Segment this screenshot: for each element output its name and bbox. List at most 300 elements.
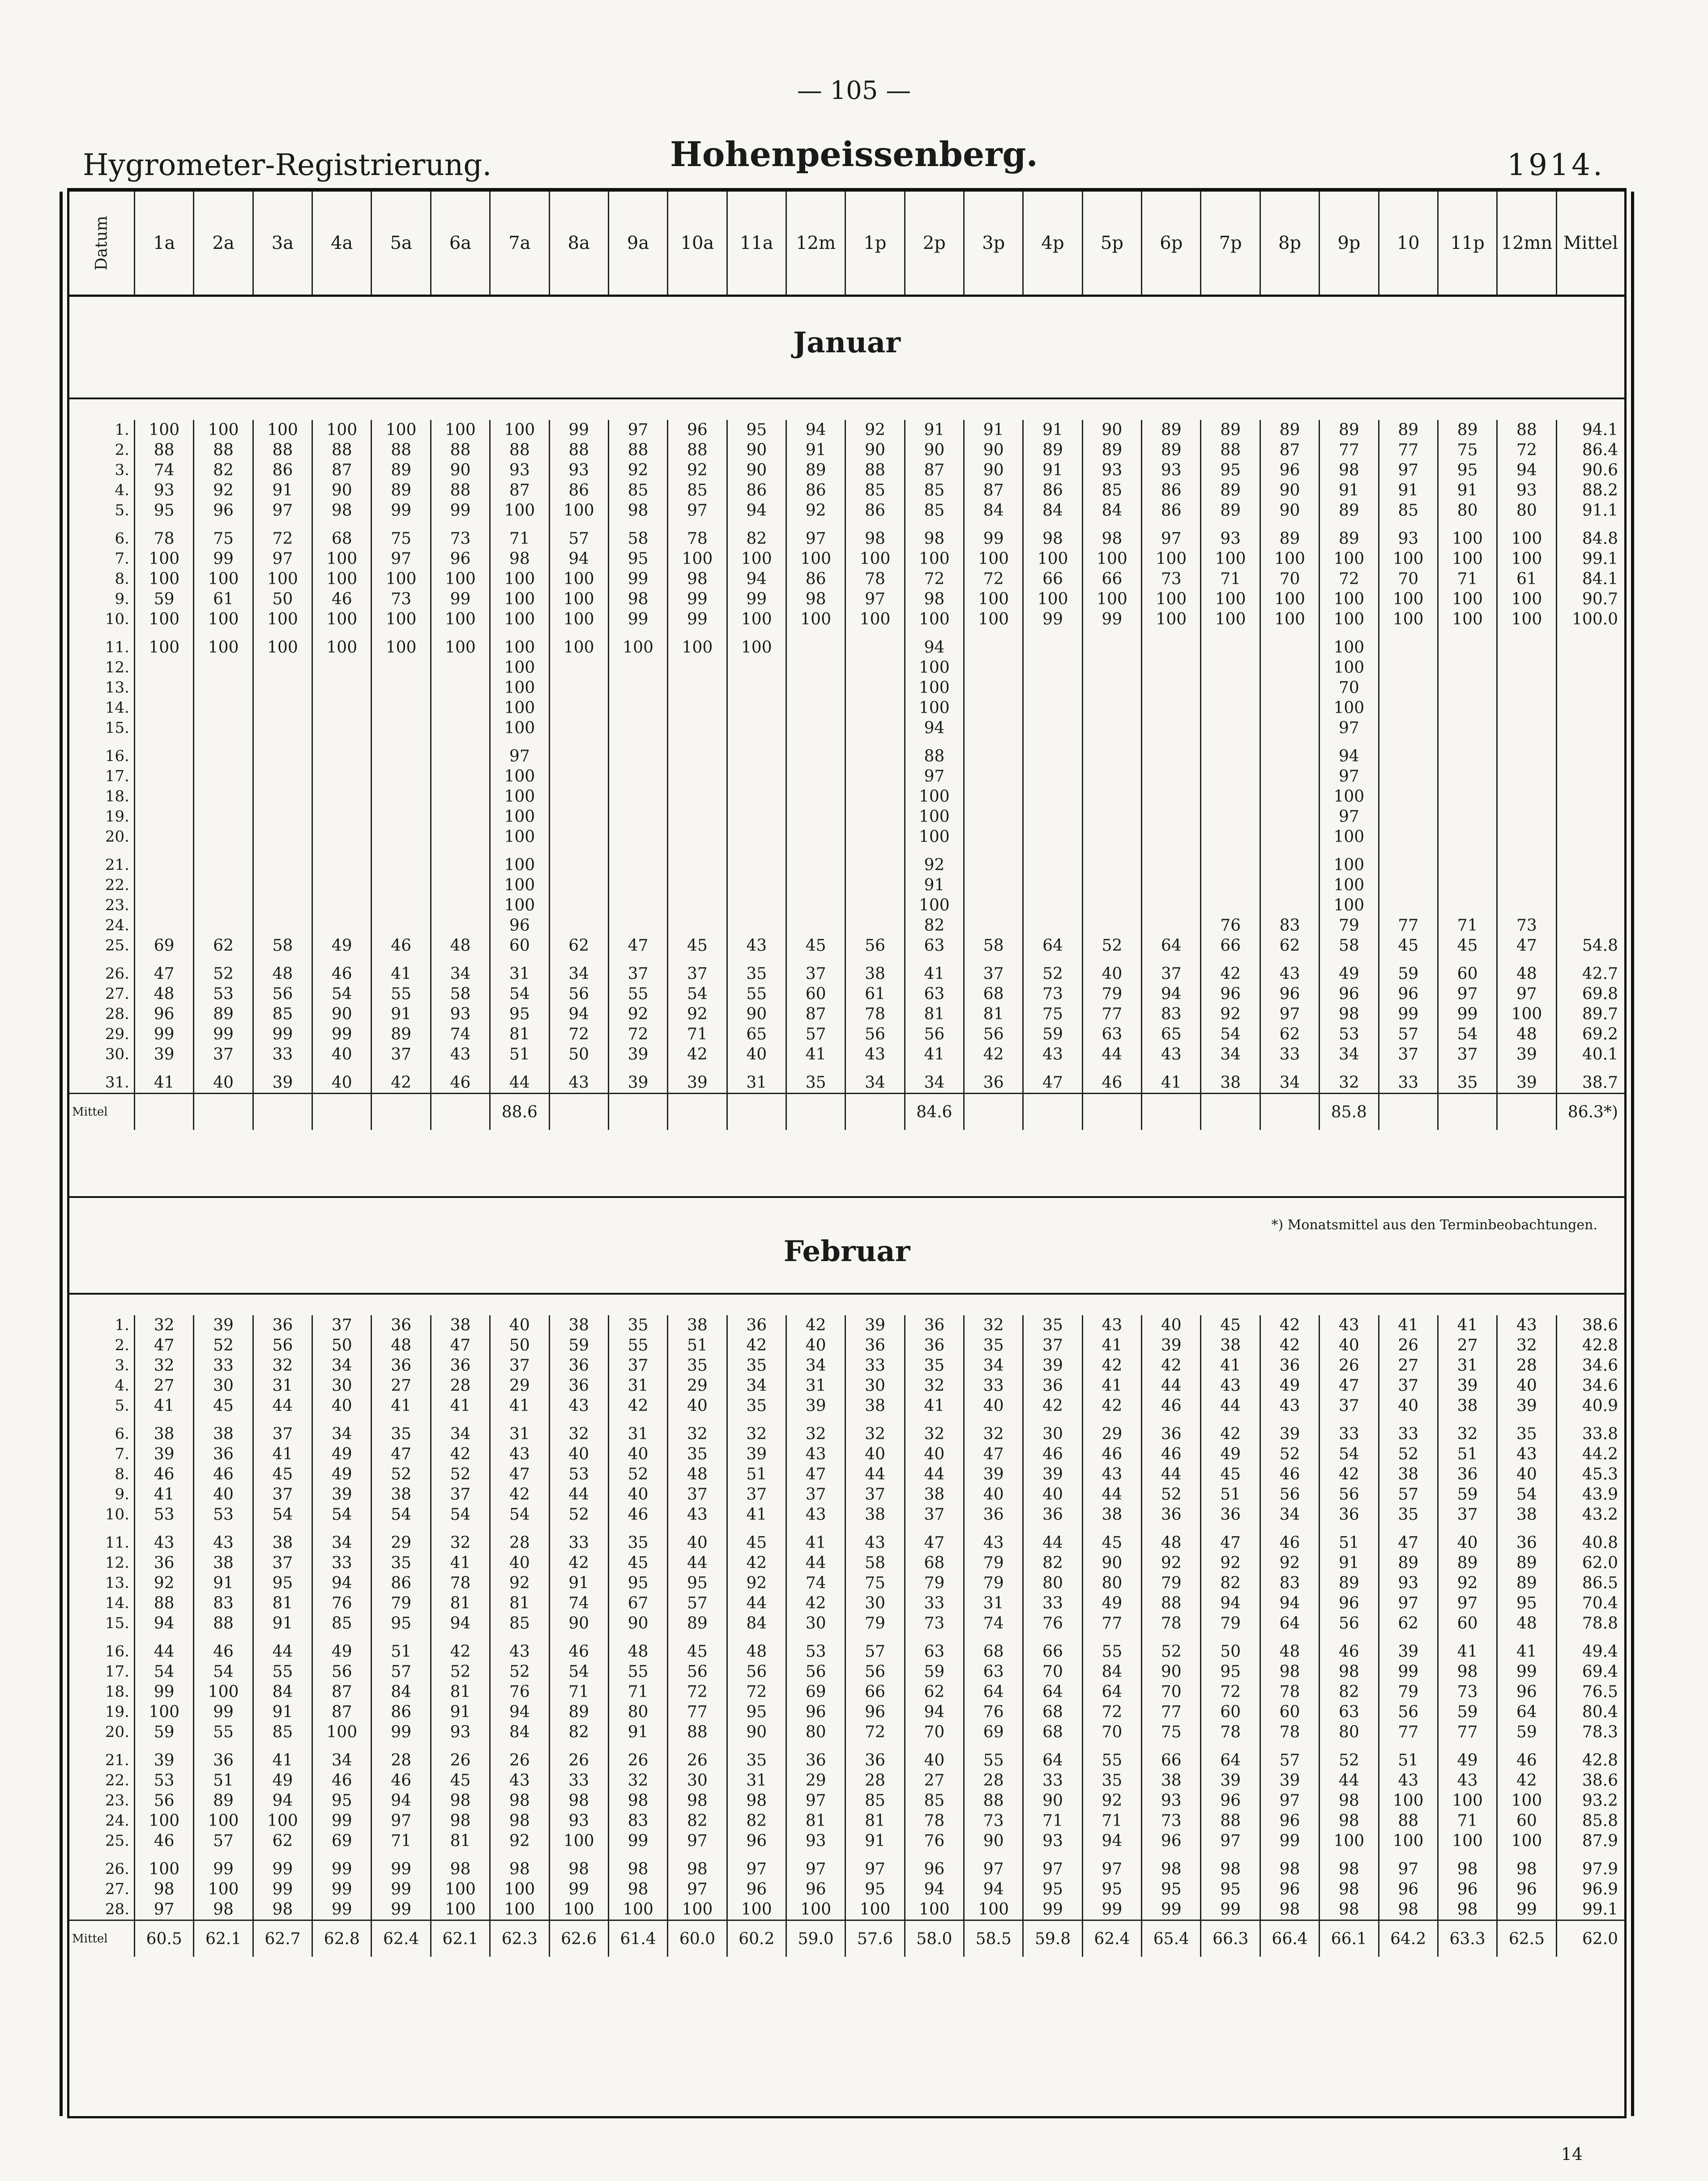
value-cell: 34 — [431, 1424, 490, 1444]
value-cell: 59 — [1379, 964, 1438, 984]
spacer-cell — [964, 629, 1023, 637]
value-cell: 90 — [845, 440, 905, 460]
spacer-cell — [1142, 956, 1201, 964]
value-cell: 35 — [1023, 1315, 1082, 1335]
value-cell: 45 — [608, 1553, 667, 1573]
value-cell: 43 — [1260, 964, 1319, 984]
value-cell: 35 — [964, 1335, 1023, 1356]
value-cell: 100 — [1438, 549, 1497, 569]
column-header: 6a — [431, 192, 490, 296]
value-cell: 69 — [786, 1682, 845, 1702]
value-cell: 100 — [371, 637, 431, 658]
value-cell: 83 — [1142, 1004, 1201, 1024]
value-cell — [253, 718, 312, 738]
value-cell: 40 — [312, 1073, 371, 1094]
column-header: 4p — [1023, 192, 1082, 296]
value-cell: 98 — [253, 1899, 312, 1920]
value-cell: 54 — [1438, 1024, 1497, 1044]
spacer-cell — [69, 1742, 135, 1750]
value-cell: 72 — [845, 1722, 905, 1742]
value-cell: 100 — [905, 609, 964, 629]
value-cell: 55 — [608, 1335, 667, 1356]
value-cell — [431, 895, 490, 915]
value-cell: 32 — [1438, 1424, 1497, 1444]
value-cell — [786, 718, 845, 738]
value-cell — [1142, 787, 1201, 807]
day-cell: 6. — [115, 530, 129, 547]
spacer-cell — [668, 1851, 727, 1859]
mean-cell — [1556, 637, 1624, 658]
value-cell: 100 — [490, 1899, 549, 1920]
value-cell: 28 — [964, 1770, 1023, 1791]
column-header: 3a — [253, 192, 312, 296]
value-cell: 43 — [786, 1444, 845, 1464]
value-cell: 92 — [1082, 1791, 1141, 1811]
spacer-cell — [727, 629, 786, 637]
spacer-cell — [786, 1065, 845, 1073]
value-cell: 33 — [1379, 1424, 1438, 1444]
mean-cell: 91.1 — [1556, 500, 1624, 521]
value-cell: 98 — [905, 529, 964, 549]
value-cell — [1260, 787, 1319, 807]
spacer-cell — [194, 847, 253, 855]
table-row — [69, 766, 1624, 787]
value-cell: 41 — [727, 1505, 786, 1525]
value-cell: 41 — [253, 1750, 312, 1770]
spacer-cell — [1023, 1525, 1082, 1533]
value-cell: 38 — [1201, 1335, 1260, 1356]
value-cell: 32 — [1319, 1073, 1379, 1094]
spacer-cell — [905, 629, 964, 637]
value-cell — [1438, 827, 1497, 847]
value-cell: 97 — [1379, 1859, 1438, 1879]
value-cell: 90 — [964, 440, 1023, 460]
value-cell: 78 — [431, 1573, 490, 1593]
value-cell — [1438, 678, 1497, 698]
value-cell: 100 — [490, 609, 549, 629]
spacer-cell — [1023, 738, 1082, 746]
value-cell — [135, 827, 194, 847]
value-cell: 81 — [905, 1004, 964, 1024]
value-cell — [194, 746, 253, 766]
spacer-cell — [312, 521, 371, 529]
table-row — [69, 1750, 1624, 1770]
value-cell: 97 — [253, 500, 312, 521]
spacer-cell — [431, 1851, 490, 1859]
value-cell: 96 — [1260, 460, 1319, 480]
spacer-cell — [69, 1634, 135, 1642]
value-cell: 49 — [312, 1642, 371, 1662]
spacer-cell — [1438, 1634, 1497, 1642]
value-cell: 44 — [253, 1396, 312, 1416]
value-cell — [668, 895, 727, 915]
value-cell: 61 — [194, 589, 253, 609]
spacer-cell — [1379, 738, 1438, 746]
day-cell: 18. — [105, 787, 129, 805]
mean-value-cell: 88.6 — [490, 1094, 549, 1130]
spacer-cell — [786, 521, 845, 529]
day-cell: 9. — [115, 590, 129, 608]
value-cell: 100 — [490, 1879, 549, 1899]
mean-value-cell — [608, 1094, 667, 1130]
value-cell — [1142, 827, 1201, 847]
value-cell: 35 — [668, 1444, 727, 1464]
value-cell: 72 — [727, 1682, 786, 1702]
value-cell: 100 — [135, 1859, 194, 1879]
value-cell: 36 — [371, 1315, 431, 1335]
value-cell: 89 — [1319, 500, 1379, 521]
value-cell: 100 — [727, 1899, 786, 1920]
spacer-cell — [1438, 1065, 1497, 1073]
value-cell: 100 — [845, 549, 905, 569]
value-cell: 41 — [786, 1533, 845, 1553]
spacer-cell — [549, 956, 608, 964]
value-cell — [135, 746, 194, 766]
value-cell: 44 — [549, 1484, 608, 1505]
day-cell: 20. — [105, 1723, 129, 1741]
table-row — [69, 1722, 1624, 1742]
value-cell: 46 — [1319, 1642, 1379, 1662]
value-cell: 57 — [668, 1593, 727, 1613]
column-header: 12m — [786, 192, 845, 296]
value-cell: 56 — [312, 1662, 371, 1682]
value-cell: 44 — [845, 1464, 905, 1484]
value-cell — [845, 827, 905, 847]
value-cell: 100 — [253, 609, 312, 629]
value-cell: 91 — [964, 420, 1023, 440]
value-cell: 46 — [312, 1770, 371, 1791]
spacer-cell — [608, 521, 667, 529]
value-cell: 92 — [490, 1831, 549, 1851]
spacer-cell — [608, 1416, 667, 1424]
value-cell: 30 — [1023, 1424, 1082, 1444]
value-cell: 60 — [1438, 964, 1497, 984]
value-cell: 28 — [845, 1770, 905, 1791]
spacer-cell — [727, 1742, 786, 1750]
value-cell — [1082, 787, 1141, 807]
value-cell: 100 — [135, 609, 194, 629]
spacer-cell — [1082, 521, 1141, 529]
value-cell: 46 — [608, 1505, 667, 1525]
day-cell: 16. — [105, 1642, 129, 1660]
value-cell: 26 — [608, 1750, 667, 1770]
value-cell: 33 — [549, 1533, 608, 1553]
spacer-cell — [253, 1634, 312, 1642]
value-cell: 94 — [1082, 1831, 1141, 1851]
row-spacer — [69, 1065, 1624, 1073]
value-cell: 99 — [312, 1811, 371, 1831]
value-cell: 97 — [135, 1899, 194, 1920]
value-cell: 93 — [431, 1004, 490, 1024]
spacer-cell — [964, 1634, 1023, 1642]
value-cell: 81 — [786, 1811, 845, 1831]
value-cell — [1497, 787, 1556, 807]
value-cell: 72 — [1082, 1702, 1141, 1722]
value-cell: 92 — [490, 1573, 549, 1593]
spacer-cell — [194, 521, 253, 529]
value-cell: 36 — [1438, 1464, 1497, 1484]
day-cell: 3. — [115, 1356, 129, 1374]
value-cell: 35 — [727, 1750, 786, 1770]
spacer-cell — [845, 738, 905, 746]
value-cell: 39 — [727, 1444, 786, 1464]
value-cell: 39 — [1379, 1642, 1438, 1662]
value-cell — [668, 698, 727, 718]
value-cell: 92 — [135, 1573, 194, 1593]
value-cell — [371, 855, 431, 875]
value-cell: 96 — [727, 1879, 786, 1899]
table-row — [69, 1335, 1624, 1356]
value-cell: 94 — [786, 420, 845, 440]
value-cell — [253, 698, 312, 718]
value-cell: 40 — [1082, 964, 1141, 984]
spacer-cell — [1142, 1065, 1201, 1073]
value-cell: 97 — [1260, 1004, 1319, 1024]
value-cell: 70 — [1260, 569, 1319, 589]
value-cell: 37 — [1319, 1396, 1379, 1416]
value-cell — [1201, 678, 1260, 698]
mean-value-cell: 59.0 — [786, 1920, 845, 1957]
value-cell — [371, 658, 431, 678]
value-cell: 54 — [1201, 1024, 1260, 1044]
day-cell: 28. — [105, 1900, 129, 1918]
day-cell: 3. — [115, 461, 129, 479]
value-cell: 54 — [194, 1662, 253, 1682]
value-cell — [1497, 766, 1556, 787]
value-cell: 100 — [1379, 609, 1438, 629]
value-cell: 56 — [845, 936, 905, 956]
value-cell: 97 — [964, 1859, 1023, 1879]
mean-cell: 88.2 — [1556, 480, 1624, 500]
value-cell: 96 — [668, 420, 727, 440]
mean-cell: 93.2 — [1556, 1791, 1624, 1811]
mean-cell: 84.1 — [1556, 569, 1624, 589]
table-row — [69, 1831, 1624, 1851]
row-spacer — [69, 1634, 1624, 1642]
value-cell: 28 — [1497, 1356, 1556, 1376]
value-cell: 100 — [786, 549, 845, 569]
value-cell: 85 — [905, 1791, 964, 1811]
value-cell — [1438, 658, 1497, 678]
value-cell: 40 — [549, 1444, 608, 1464]
value-cell — [727, 678, 786, 698]
value-cell — [194, 895, 253, 915]
value-cell: 97 — [845, 1859, 905, 1879]
value-cell: 99 — [549, 1879, 608, 1899]
value-cell: 77 — [1082, 1004, 1141, 1024]
day-cell: 31. — [105, 1073, 129, 1091]
value-cell — [964, 766, 1023, 787]
value-cell: 98 — [1438, 1899, 1497, 1920]
spacer-cell — [135, 1065, 194, 1073]
value-cell: 100 — [312, 549, 371, 569]
value-cell: 100 — [1319, 875, 1379, 895]
value-cell: 44 — [786, 1553, 845, 1573]
value-cell: 96 — [786, 1879, 845, 1899]
value-cell: 91 — [431, 1702, 490, 1722]
spacer-cell — [1082, 1525, 1141, 1533]
value-cell — [1142, 678, 1201, 698]
spacer-cell — [312, 1851, 371, 1859]
value-cell: 99 — [668, 589, 727, 609]
value-cell: 98 — [490, 1791, 549, 1811]
spacer-cell — [1260, 1065, 1319, 1073]
table-row — [69, 718, 1624, 738]
year-label: 1914. — [1507, 148, 1605, 182]
value-cell: 98 — [431, 1791, 490, 1811]
value-cell: 54 — [431, 1505, 490, 1525]
spacer-cell — [549, 1416, 608, 1424]
value-cell: 38 — [1142, 1770, 1201, 1791]
value-cell: 30 — [786, 1613, 845, 1634]
value-cell — [1260, 875, 1319, 895]
value-cell: 98 — [431, 1811, 490, 1831]
value-cell: 50 — [490, 1335, 549, 1356]
value-cell: 90 — [905, 440, 964, 460]
value-cell: 33 — [1260, 1044, 1319, 1065]
table-row — [69, 637, 1624, 658]
day-cell: 23. — [105, 1792, 129, 1809]
mean-value-cell — [135, 1094, 194, 1130]
mean-value-cell: 66.1 — [1319, 1920, 1379, 1957]
table-row — [69, 827, 1624, 847]
value-cell: 37 — [1379, 1044, 1438, 1065]
day-cell: 2. — [115, 1336, 129, 1354]
spacer-cell — [1260, 629, 1319, 637]
value-cell: 100 — [549, 609, 608, 629]
value-cell: 85 — [608, 480, 667, 500]
value-cell: 77 — [1438, 1722, 1497, 1742]
value-cell — [549, 855, 608, 875]
value-cell: 94 — [964, 1879, 1023, 1899]
value-cell: 42 — [1260, 1335, 1319, 1356]
value-cell: 84 — [1023, 500, 1082, 521]
value-cell: 32 — [905, 1424, 964, 1444]
value-cell: 43 — [845, 1533, 905, 1553]
value-cell: 38 — [845, 964, 905, 984]
value-cell: 87 — [490, 480, 549, 500]
value-cell: 94 — [312, 1573, 371, 1593]
value-cell: 47 — [431, 1335, 490, 1356]
value-cell — [1497, 827, 1556, 847]
value-cell: 79 — [845, 1613, 905, 1634]
value-cell: 98 — [490, 1811, 549, 1831]
value-cell — [312, 718, 371, 738]
spacer-cell — [1438, 956, 1497, 964]
value-cell: 46 — [1497, 1750, 1556, 1770]
value-cell: 99 — [371, 1859, 431, 1879]
spacer-cell — [1497, 1742, 1556, 1750]
spacer-cell — [194, 1065, 253, 1073]
value-cell: 91 — [253, 1613, 312, 1634]
value-cell — [1497, 718, 1556, 738]
value-cell: 82 — [194, 460, 253, 480]
value-cell — [312, 807, 371, 827]
value-cell: 92 — [1438, 1573, 1497, 1593]
value-cell: 98 — [1438, 1859, 1497, 1879]
value-cell — [1082, 895, 1141, 915]
column-header: 10a — [668, 192, 727, 296]
row-spacer — [69, 629, 1624, 637]
day-cell: 1. — [115, 1316, 129, 1334]
day-cell: 12. — [105, 1554, 129, 1572]
spacer-cell — [845, 1634, 905, 1642]
value-cell: 91 — [253, 1702, 312, 1722]
value-cell — [1260, 637, 1319, 658]
value-cell — [1379, 787, 1438, 807]
value-cell: 49 — [253, 1770, 312, 1791]
mean-value-cell: 57.6 — [845, 1920, 905, 1957]
value-cell: 57 — [371, 1662, 431, 1682]
value-cell: 89 — [1319, 1573, 1379, 1593]
table-row — [69, 1879, 1624, 1899]
day-cell: 22. — [105, 1771, 129, 1789]
table-row — [69, 1642, 1624, 1662]
value-cell: 81 — [431, 1682, 490, 1702]
spacer-cell — [69, 629, 135, 637]
value-cell: 94 — [905, 637, 964, 658]
value-cell: 99 — [964, 529, 1023, 549]
value-cell: 83 — [1260, 915, 1319, 936]
value-cell: 36 — [1201, 1505, 1260, 1525]
value-cell: 53 — [135, 1505, 194, 1525]
value-cell: 95 — [371, 1613, 431, 1634]
mean-value-cell — [1082, 1094, 1141, 1130]
value-cell: 89 — [1379, 420, 1438, 440]
day-cell: 24. — [105, 1812, 129, 1830]
spacer-cell — [608, 738, 667, 746]
value-cell: 100 — [490, 787, 549, 807]
value-cell: 92 — [1142, 1553, 1201, 1573]
value-cell: 59 — [1023, 1024, 1082, 1044]
value-cell — [1379, 718, 1438, 738]
value-cell: 41 — [1497, 1642, 1556, 1662]
value-cell: 99 — [371, 500, 431, 521]
value-cell: 44 — [1142, 1376, 1201, 1396]
value-cell: 93 — [549, 1811, 608, 1831]
value-cell — [668, 746, 727, 766]
spacer-cell — [1201, 629, 1260, 637]
value-cell: 46 — [1142, 1444, 1201, 1464]
value-cell — [549, 746, 608, 766]
value-cell — [312, 855, 371, 875]
value-cell — [1023, 698, 1082, 718]
spacer-cell — [371, 1634, 431, 1642]
spacer-cell — [431, 738, 490, 746]
spacer-cell — [668, 1065, 727, 1073]
value-cell: 85 — [905, 480, 964, 500]
value-cell: 72 — [905, 569, 964, 589]
value-cell: 97 — [786, 1791, 845, 1811]
spacer-cell — [1379, 629, 1438, 637]
spacer-cell — [194, 738, 253, 746]
mean-value-cell: 60.5 — [135, 1920, 194, 1957]
value-cell: 47 — [371, 1444, 431, 1464]
value-cell: 38 — [1082, 1505, 1141, 1525]
value-cell: 29 — [786, 1770, 845, 1791]
value-cell: 82 — [549, 1722, 608, 1742]
day-cell: 9. — [115, 1485, 129, 1503]
value-cell: 99 — [1082, 609, 1141, 629]
value-cell: 86 — [786, 480, 845, 500]
value-cell: 100 — [1142, 589, 1201, 609]
value-cell: 71 — [1082, 1811, 1141, 1831]
value-cell: 100 — [668, 637, 727, 658]
value-cell: 72 — [253, 529, 312, 549]
value-cell: 100 — [431, 609, 490, 629]
value-cell — [1023, 855, 1082, 875]
value-cell — [668, 787, 727, 807]
